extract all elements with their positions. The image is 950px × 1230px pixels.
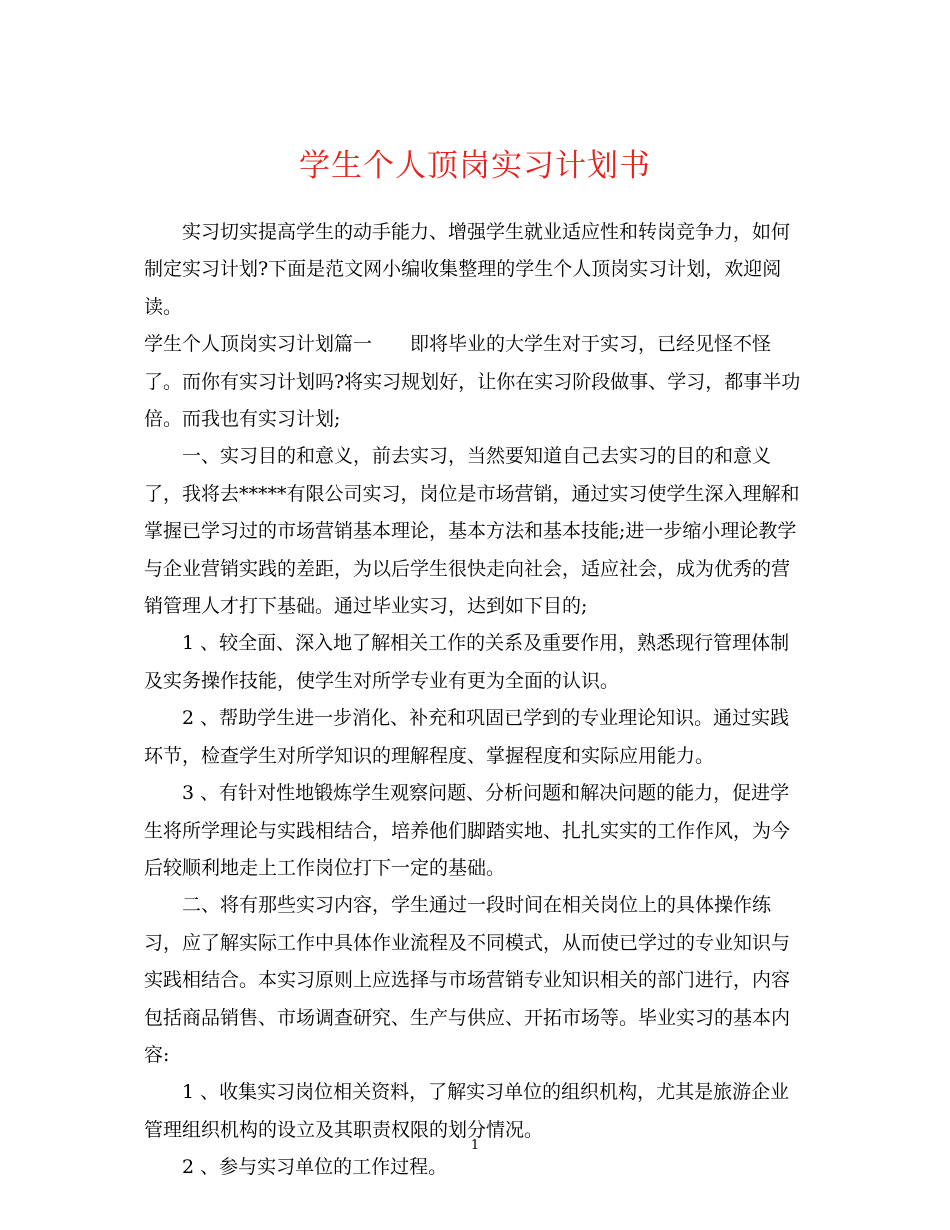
document-body — [144, 214, 806, 1187]
page-number: 1 — [470, 1138, 480, 1153]
document-title: 学生个人顶岗实习计划书 — [299, 148, 651, 184]
paragraph-item-3: 3 、有针对性地锻炼学生观察问题、分析问题和解决问题的能力，促进学生将所学理论与实践相结合，培养他们脚踏实地、扎扎实实的工作作风，为今后较顺利地走上工作岗位打下一定的基础。 — [144, 782, 791, 879]
paragraph-content-item-1: 1 、收集实习岗位相关资料，了解实习单位的组织机构，尤其是旅游企业管理组织机构的设立及其职责权限的划分情况。 — [144, 1081, 790, 1141]
paragraph-item-2: 2 、帮助学生进一步消化、补充和巩固已学到的专业理论知识。通过实践环节，检查学生对所学知识的理解程度、掌握程度和实际应用能力。 — [144, 707, 790, 767]
paragraph-content: 二、将有那些实习内容，学生通过一段时间在相关岗位上的具体操作练习，应了解实际工作中具体作业流程及不同模式，从而使已学过的专业知识与实践相结合。本实习原则上应选择与市场营销专业知识相关的部门进行，内容包括商品销售、市场调查研究、生产与供应、开拓市场等。毕业实习的基本内容: — [144, 894, 791, 1066]
paragraph-plan-one: 学生个人顶岗实习计划篇一 即将毕业的大学生对于实习，已经见怪不怪了。而你有实习计划吗?将实习规划好，让你在实习阶段做事、学习，都事半功倍。而我也有实习计划; — [144, 333, 801, 431]
paragraph-purpose: 一、实习目的和意义，前去实习，当然要知道自己去实习的目的和意义了，我将去*****有限公司实习，岗位是市场营销，通过实习使学生深入理解和掌握已学习过的市场营销基本理论，基本方法和基本技能;进一步缩小理论教学与企业营销实践的差距，为以后学生很快走向社会，适应社会，成为优秀的营销管理人才打下基础。通过毕业实习，达到如下目的; — [144, 445, 800, 618]
paragraph-content-item-2: 2 、参与实习单位的工作过程。 — [182, 1156, 448, 1179]
paragraph-intro: 实习切实提高学生的动手能力、增强学生就业适应性和转岗竞争力，如何制定实习计划?下面是范文网小编收集整理的学生个人顶岗实习计划，欢迎阅读。 — [144, 221, 791, 318]
paragraph-item-1: 1 、较全面、深入地了解相关工作的关系及重要作用，熟悉现行管理体制及实务操作技能，使学生对所学专业有更为全面的认识。 — [144, 632, 790, 692]
